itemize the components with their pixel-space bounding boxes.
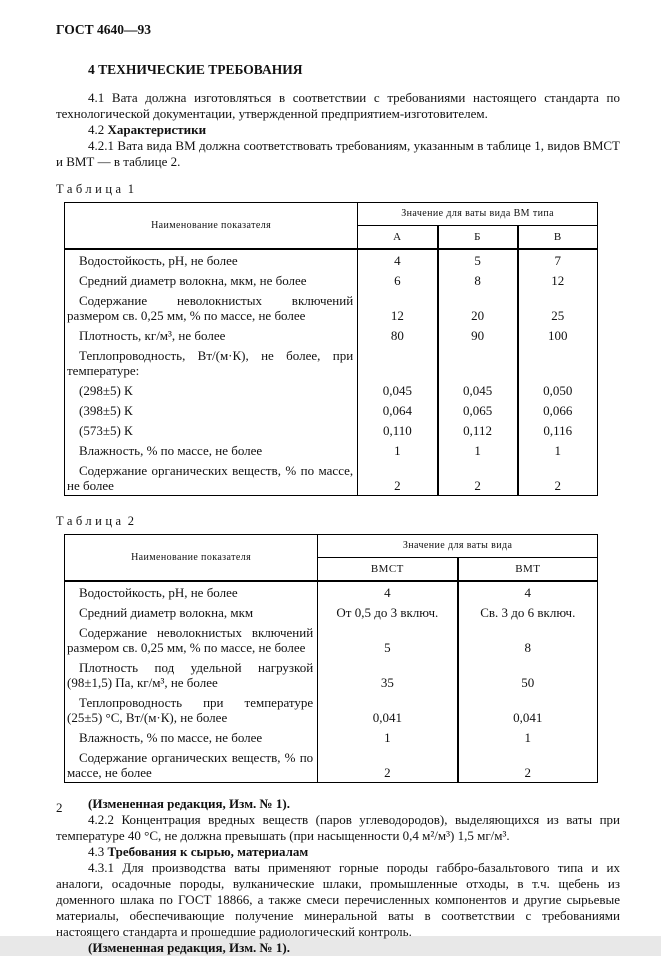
paragraph-4-2-2: 4.2.2 Концентрация вредных веществ (паров углеводородов), выделяющихся из ваты при температуре 40 °С, не должна превышать (при насыщенности 0,4 м²/м³) 1,5 мг/м³.: [56, 812, 620, 843]
row-value-cell: 2: [394, 478, 401, 493]
row-name-cell: Плотность, кг/м³, не более: [65, 325, 358, 345]
row-value-cell: 80: [390, 328, 404, 343]
column-header-cell: ВМТ: [458, 558, 598, 582]
heading-4-2-title: Характеристики: [107, 122, 207, 137]
paragraph-4-2-1: 4.2.1 Вата вида ВМ должна соответствовать требованиям, указанным в таблице 1, видов ВМСТ и ВМТ — в таблице 2.: [56, 138, 620, 169]
row-name-cell: Теплопроводность, Вт/(м·К), не более, при температуре:: [65, 345, 358, 380]
row-name-cell: (398±5) К: [65, 400, 358, 420]
table-row: [65, 420, 598, 440]
row-value-cell: 2: [458, 747, 598, 783]
row-value-cell: 1: [384, 730, 391, 745]
table-row: [65, 747, 598, 783]
row-value-cell: 35: [380, 675, 394, 690]
row-value-cell: [438, 345, 518, 380]
table-row: [65, 345, 598, 380]
row-name-cell: Водостойкость, pH, не более: [65, 249, 358, 270]
table-row: [65, 622, 598, 657]
table1-name-header-cell: Наименование показателя: [65, 203, 358, 250]
row-value-cell: 1: [518, 440, 598, 460]
row-value-cell: 4: [384, 585, 391, 600]
row-name-cell: Средний диаметр волокна, мкм, не более: [65, 270, 358, 290]
row-value-cell: 2: [438, 460, 518, 496]
row-value-cell: 1: [458, 727, 598, 747]
row-name-cell: Теплопроводность при температуре (25±5) °С, Вт/(м·К), не более: [65, 692, 318, 727]
row-name-cell: Содержание неволокнистых включений размером св. 0,25 мм, % по массе, не более: [65, 622, 318, 657]
row-value-cell: 0,041: [372, 710, 402, 725]
row-value-cell: 50: [458, 657, 598, 692]
row-value-cell: 0,045: [438, 380, 518, 400]
page-number: 2: [56, 800, 63, 815]
table-row: [65, 460, 598, 496]
table-row: [65, 380, 598, 400]
table2-label: [56, 513, 620, 529]
row-name-cell: Содержание органических веществ, % по массе, не более: [65, 747, 318, 783]
table-row: [65, 727, 598, 747]
column-header-cell: ВМСТ: [318, 558, 458, 582]
table1-header-row: [65, 203, 598, 226]
row-value-cell: 1: [438, 440, 518, 460]
table1-label-word: Таблица: [56, 182, 125, 196]
row-name-cell: Средний диаметр волокна, мкм: [65, 602, 318, 622]
table1: [64, 202, 598, 496]
row-value-cell: 25: [518, 290, 598, 325]
row-value-cell: 100: [518, 325, 598, 345]
table2-label-number: 2: [127, 514, 134, 528]
table-row: [65, 249, 598, 270]
table-row: [65, 602, 598, 622]
paragraph-4-1: 4.1 Вата должна изготовляться в соответствии с требованиями настоящего стандарта по технологической документации, утвержденной предприятием-изготовителем.: [56, 90, 620, 121]
table1-label-number: 1: [127, 182, 134, 196]
table-row: [65, 325, 598, 345]
table1-label: [56, 181, 620, 197]
row-value-cell: 0,064: [382, 403, 412, 418]
table-row: [65, 692, 598, 727]
row-name-cell: Влажность, % по массе, не более: [65, 727, 318, 747]
heading-4-3-number: 4.3: [88, 844, 105, 859]
table2-header-row: [65, 535, 598, 558]
table2-label-word: Таблица: [56, 514, 125, 528]
doc-code: ГОСТ 4640—93: [56, 22, 152, 37]
row-value-cell: 5: [438, 249, 518, 270]
row-name-cell: Водостойкость, pH, не более: [65, 581, 318, 602]
table2: [64, 534, 598, 783]
row-value-cell: 4: [394, 253, 401, 268]
row-value-cell: [358, 345, 438, 380]
row-value-cell: 20: [438, 290, 518, 325]
row-name-cell: Содержание неволокнистых включений размером св. 0,25 мм, % по массе, не более: [65, 290, 358, 325]
table-row: [65, 270, 598, 290]
row-value-cell: 0,066: [518, 400, 598, 420]
heading-4-3: [56, 844, 620, 860]
row-value-cell: 12: [518, 270, 598, 290]
column-header-cell: В: [518, 226, 598, 250]
row-value-cell: 4: [458, 581, 598, 602]
row-value-cell: 2: [518, 460, 598, 496]
row-value-cell: 6: [394, 273, 401, 288]
row-name-cell: (298±5) К: [65, 380, 358, 400]
row-name-cell: Влажность, % по массе, не более: [65, 440, 358, 460]
row-value-cell: 5: [384, 640, 391, 655]
row-value-cell: 8: [438, 270, 518, 290]
heading-4-2: [56, 122, 620, 138]
row-value-cell: 1: [394, 443, 401, 458]
row-name-cell: (573±5) К: [65, 420, 358, 440]
row-value-cell: 90: [438, 325, 518, 345]
heading-4-2-number: 4.2: [88, 122, 105, 137]
heading-4-3-title: Требования к сырью, материалам: [107, 844, 309, 859]
row-value-cell: 8: [458, 622, 598, 657]
table2-name-header-cell: Наименование показателя: [65, 535, 318, 582]
row-value-cell: 12: [390, 308, 404, 323]
table-row: [65, 657, 598, 692]
column-header-cell: Б: [438, 226, 518, 250]
paragraph-4-3-1: 4.3.1 Для производства ваты применяют горные породы габбро-базальтового типа и их аналоги, осадочные породы, вулканические шлаки, промышленные отходы, в т.ч. щебень из доменного шлака по ГОСТ 18866, а также смеси перечисленных компонентов и другие сырьевые материалы, обеспечивающие получение минеральной ваты в соответствии с требованиями настоящего стандарта и прошедшие радиологический контроль.: [56, 860, 620, 939]
section-heading: 4 ТЕХНИЧЕСКИЕ ТРЕБОВАНИЯ: [88, 62, 303, 77]
table-row: [65, 581, 598, 602]
amended-note-1: (Измененная редакция, Изм. № 1).: [88, 796, 290, 811]
row-value-cell: 0,041: [458, 692, 598, 727]
row-value-cell: 0,110: [382, 423, 412, 438]
row-value-cell: Св. 3 до 6 включ.: [458, 602, 598, 622]
table2-group-header-cell: Значение для ваты вида: [318, 535, 598, 558]
row-name-cell: Плотность под удельной нагрузкой (98±1,5) Па, кг/м³, не более: [65, 657, 318, 692]
row-value-cell: 7: [518, 249, 598, 270]
table-row: [65, 440, 598, 460]
row-value-cell: 0,065: [438, 400, 518, 420]
row-value-cell: 0,045: [382, 383, 412, 398]
row-value-cell: 2: [384, 765, 391, 780]
row-value-cell: [518, 345, 598, 380]
table-row: [65, 400, 598, 420]
row-value-cell: 0,116: [518, 420, 598, 440]
row-value-cell: 0,050: [518, 380, 598, 400]
row-value-cell: 0,112: [438, 420, 518, 440]
column-header-cell: А: [358, 226, 438, 250]
table-row: [65, 290, 598, 325]
row-name-cell: Содержание органических веществ, % по массе, не более: [65, 460, 358, 496]
table1-group-header-cell: Значение для ваты вида ВМ типа: [358, 203, 598, 226]
amended-note-2: (Измененная редакция, Изм. № 1).: [88, 940, 290, 955]
row-value-cell: От 0,5 до 3 включ.: [336, 605, 439, 620]
